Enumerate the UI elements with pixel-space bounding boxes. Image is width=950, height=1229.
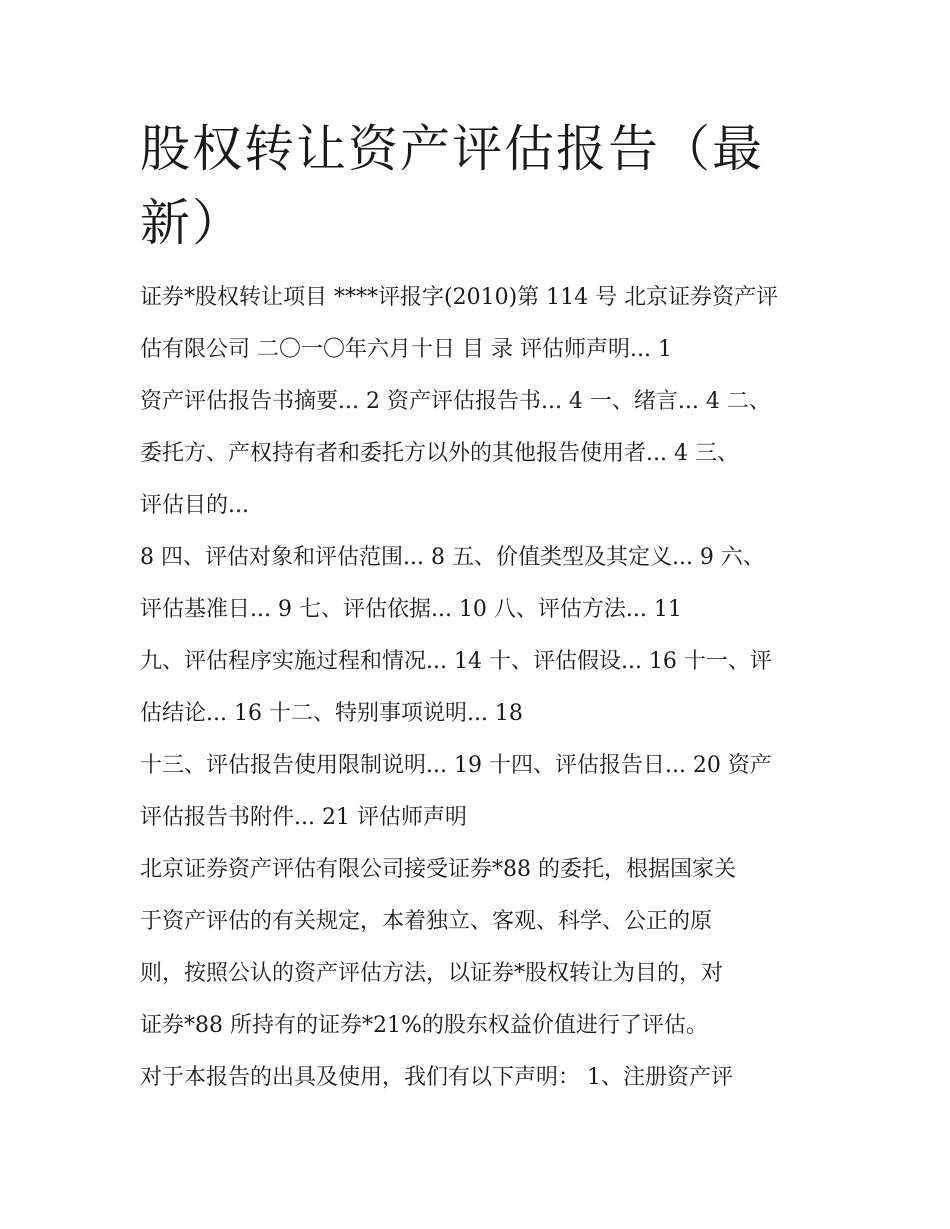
text-line: 则，按照公认的资产评估方法，以证券*股权转让为目的，对	[140, 961, 724, 986]
text-line: 评估报告书附件... 21 评估师声明	[140, 805, 467, 830]
paragraph-toc-1	[140, 376, 816, 532]
paragraph-toc-2	[140, 532, 816, 636]
paragraph-report-header	[140, 272, 816, 376]
text-line: 九、评估程序实施过程和情况... 14 十、评估假设... 16 十一、评	[140, 649, 772, 674]
text-line: 于资产评估的有关规定，本着独立、客观、科学、公正的原	[140, 909, 713, 934]
text-line: 资产评估报告书摘要... 2 资产评估报告书... 4 一、绪言... 4 二、	[140, 389, 771, 414]
text-line: 委托方、产权持有者和委托方以外的其他报告使用者... 4 三、	[140, 441, 739, 466]
document-page	[140, 112, 816, 1104]
text-line: 对于本报告的出具及使用，我们有以下声明： 1、注册资产评	[140, 1065, 733, 1090]
paragraph-toc-4	[140, 740, 816, 844]
document-title	[140, 112, 816, 260]
text-line: 评估目的...	[140, 493, 249, 518]
title-line: 股权转让资产评估报告（最	[140, 120, 764, 178]
paragraph-declaration	[140, 844, 816, 1052]
text-line: 证券*88 所持有的证券*21%的股东权益价值进行了评估。	[140, 1013, 708, 1038]
text-line: 北京证券资产评估有限公司接受证券*88 的委托，根据国家关	[140, 857, 736, 882]
text-line: 证券*股权转让项目 ****评报字(2010)第 114 号 北京证券资产评	[140, 285, 779, 310]
paragraph-toc-3	[140, 636, 816, 740]
text-line: 十三、评估报告使用限制说明... 19 十四、评估报告日... 20 资产	[140, 753, 772, 778]
text-line: 8 四、评估对象和评估范围... 8 五、价值类型及其定义... 9 六、	[140, 545, 765, 570]
paragraph-statement	[140, 1052, 816, 1104]
text-line: 估结论... 16 十二、特别事项说明... 18	[140, 701, 523, 726]
text-line: 评估基准日... 9 七、评估依据... 10 八、评估方法... 11	[140, 597, 682, 622]
title-line: 新）	[140, 194, 244, 252]
text-line: 估有限公司 二〇一〇年六月十日 目 录 评估师声明... 1	[140, 337, 672, 362]
